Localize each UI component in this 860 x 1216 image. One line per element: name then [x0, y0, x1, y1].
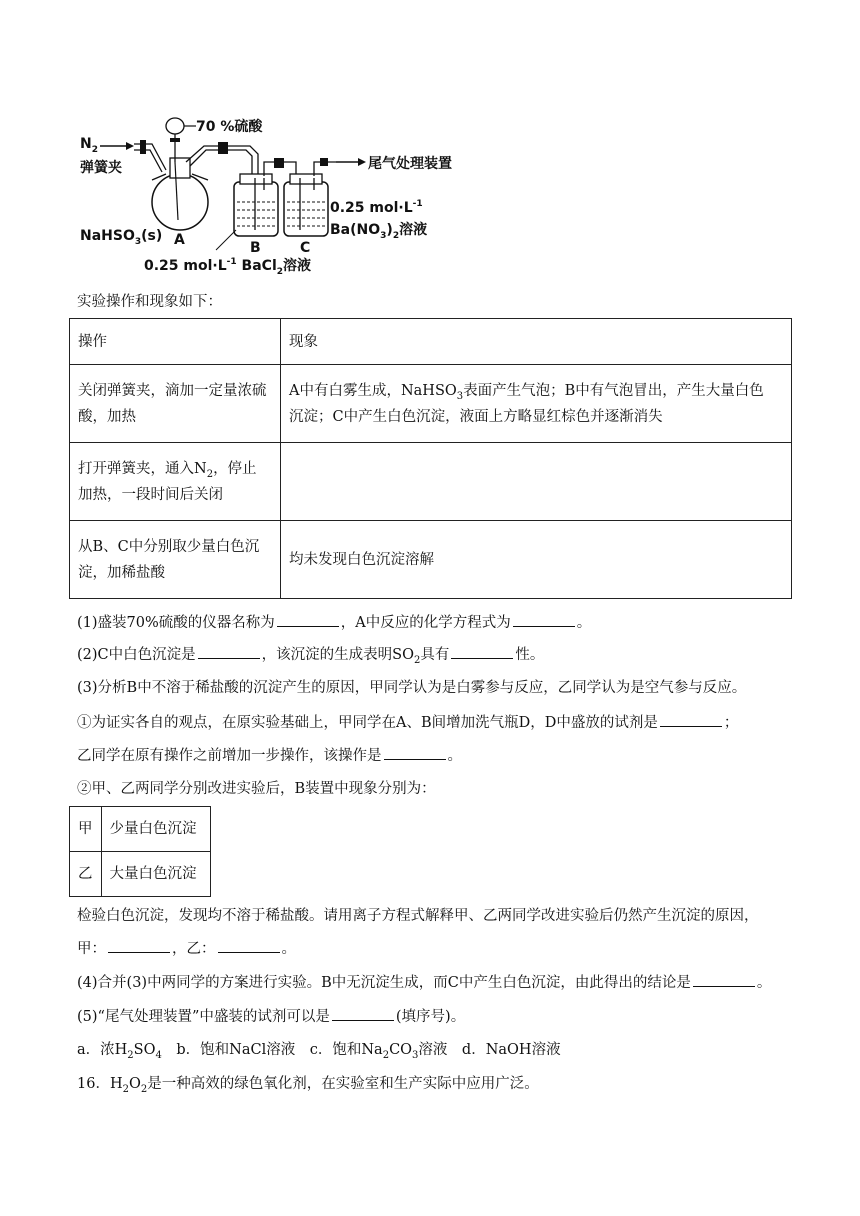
acid-label: 70 %硫酸: [196, 119, 263, 135]
bottle-c: [284, 182, 328, 236]
bacl2-label: 0.25 $mol\cdot L^{-1}$ BaCl$_2$溶液: [144, 257, 312, 277]
result-yi: 大量白色沉淀: [101, 852, 211, 897]
answer-blank[interactable]: [513, 612, 575, 627]
nahso3-label: NaHSO$_3$(s): [80, 228, 163, 247]
student-jia: 甲: [70, 807, 102, 852]
row2-operation: 打开弹簧夹，通入$N_2$，停止 加热，一段时间后关闭: [70, 443, 281, 521]
operations-table: [69, 318, 792, 599]
apparatus-diagram: [74, 110, 494, 280]
results-table: [69, 806, 211, 897]
answer-blank[interactable]: [384, 745, 446, 760]
tail-label: 尾气处理装置: [368, 156, 452, 172]
answer-blank[interactable]: [451, 644, 513, 659]
header-operation: 操作: [70, 319, 281, 365]
row1-phenomenon: A中有白雾生成，NaHSO$_3$表面产生气泡；B中有气泡冒出，产生大量白色 沉淀；C中产生白色沉淀，液面上方略显红棕色并逐渐消失: [281, 365, 792, 443]
flask-a: [152, 174, 208, 230]
question-2: (2)C中白色沉淀是 ，该沉淀的生成表明$SO_2$具有 性。: [77, 644, 544, 665]
question-16: 16．$H_2O_2$是一种高效的绿色氧化剂，在实验室和生产实际中应用广泛。: [77, 1076, 539, 1095]
row3-operation: 从B、C中分别取少量白色沉 淀，加稀盐酸: [70, 521, 281, 599]
answer-blank[interactable]: [108, 938, 170, 953]
header-phenomenon: 现象: [281, 319, 792, 365]
table-row: [70, 443, 792, 521]
label-b: B: [250, 240, 261, 256]
question-1: (1)盛装70%硫酸的仪器名称为 ，A中反应的化学方程式为 。: [77, 612, 591, 633]
row2-phenomenon: [281, 443, 792, 521]
student-yi: 乙: [70, 852, 102, 897]
question-3-part-4: 甲： ，乙： 。: [77, 938, 296, 959]
clamp-label: 弹簧夹: [80, 160, 122, 176]
answer-blank[interactable]: [198, 644, 260, 659]
svg-text:N2: $N_2$: [80, 136, 98, 155]
question-5: (5)“尾气处理装置”中盛装的试剂可以是 (填序号)。: [77, 1006, 465, 1027]
ba-conc-label: 0.25 $mol\cdot L^{-1}$: [330, 199, 423, 216]
ba-nitrate-label: $Ba(NO_3)_2$溶液: [330, 222, 428, 241]
answer-blank[interactable]: [332, 1006, 394, 1021]
question-3-part-2: ②甲、乙两同学分别改进实验后，B装置中现象分别为：: [77, 781, 436, 797]
answer-blank[interactable]: [660, 712, 722, 727]
answer-blank[interactable]: [218, 938, 280, 953]
options-line: a．浓$H_2SO_4$ b．饱和NaCl溶液 c．饱和$Na_2CO_3$溶液 d．NaOH溶液: [77, 1042, 561, 1061]
n2-label: N: [80, 136, 92, 152]
table-row: [70, 807, 211, 852]
table-row: [70, 852, 211, 897]
question-3: (3)分析B中不溶于稀盐酸的沉淀产生的原因，甲同学认为是白雾参与反应，乙同学认为是空气参与反应。: [77, 680, 747, 696]
question-3-part-3: 检验白色沉淀，发现均不溶于稀盐酸。请用离子方程式解释甲、乙两同学改进实验后仍然产生沉淀的原因，: [77, 908, 759, 924]
result-jia: 少量白色沉淀: [101, 807, 211, 852]
label-c: C: [300, 240, 311, 256]
separatory-funnel: [166, 118, 184, 134]
question-3-part-1b: 乙同学在原有操作之前增加一步操作，该操作是 。: [77, 745, 462, 766]
question-3-part-1: ①为证实各自的观点，在原实验基础上，甲同学在A、B间增加洗气瓶D，D中盛放的试剂是 ；: [77, 712, 738, 733]
row1-operation: 关闭弹簧夹，滴加一定量浓硫 酸，加热: [70, 365, 281, 443]
label-a: A: [174, 232, 185, 248]
question-4: (4)合并(3)中两同学的方案进行实验。B中无沉淀生成，而C中产生白色沉淀，由此得出的结论是 。: [77, 972, 771, 993]
answer-blank[interactable]: [693, 972, 755, 987]
answer-blank[interactable]: [277, 612, 339, 627]
intro-text: 实验操作和现象如下：: [77, 294, 222, 310]
table-row: [70, 521, 792, 599]
table-row: [70, 365, 792, 443]
row3-phenomenon: 均未发现白色沉淀溶解: [281, 521, 792, 599]
bottle-b: [234, 182, 278, 236]
